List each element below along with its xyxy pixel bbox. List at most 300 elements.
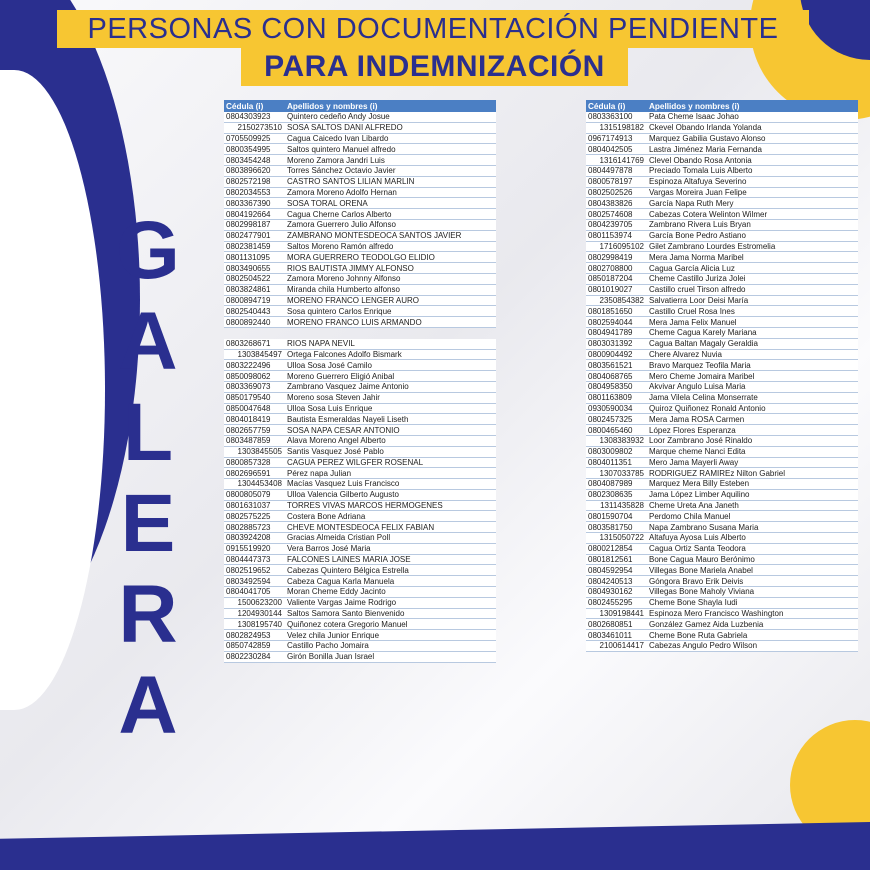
table-row bbox=[586, 112, 858, 123]
name-cell: Bone Cagua Mauro Berónimo bbox=[649, 555, 755, 565]
cedula-cell: 0800212854 bbox=[588, 544, 633, 554]
cedula-cell: 0803487859 bbox=[226, 436, 271, 446]
cedula-cell: 0804068765 bbox=[588, 371, 633, 381]
name-cell: Espinoza Mero Francisco Washington bbox=[649, 609, 784, 619]
name-cell: Cagua Cherne Carlos Alberto bbox=[287, 209, 392, 219]
name-cell: Jama López Limber Aquilino bbox=[649, 490, 750, 500]
table-row bbox=[586, 479, 858, 490]
cedula-cell: 0801631037 bbox=[226, 501, 271, 511]
name-cell: RIOS BAUTISTA JIMMY ALFONSO bbox=[287, 263, 414, 273]
cedula-cell: 0850742859 bbox=[226, 641, 271, 651]
cedula-cell: 0803009802 bbox=[588, 447, 633, 457]
name-cell: Ulloa Sosa Luis Enrique bbox=[287, 403, 373, 413]
name-cell: Bautista Esmeraldas Nayeli Liseth bbox=[287, 414, 409, 424]
cedula-cell: 0801019027 bbox=[588, 285, 633, 295]
cedula-cell: 0802308635 bbox=[588, 490, 633, 500]
cedula-cell: 1204930144 bbox=[237, 609, 282, 619]
vertical-word-galera bbox=[108, 205, 188, 751]
cedula-cell: 0803561521 bbox=[588, 360, 633, 370]
name-cell: Villegas Bone Maholy Viviana bbox=[649, 587, 755, 597]
name-cell: García Bone Pedro Astiano bbox=[649, 231, 746, 241]
cedula-cell: 0803454248 bbox=[226, 155, 271, 165]
cedula-cell: 0804192664 bbox=[226, 209, 271, 219]
table-row bbox=[586, 404, 858, 415]
cedula-cell: 0803924208 bbox=[226, 533, 271, 543]
cedula-cell: 0802034553 bbox=[226, 187, 271, 197]
name-cell: Sosa quintero Carlos Enrique bbox=[287, 306, 392, 316]
table-row bbox=[586, 544, 858, 555]
name-cell: Ortega Falcones Adolfo Bismark bbox=[287, 349, 402, 359]
cedula-cell: 0802477901 bbox=[226, 231, 271, 241]
name-cell: Mera Jama Felix Manuel bbox=[649, 317, 737, 327]
name-cell: Mero Cheme Jomaira Maribel bbox=[649, 371, 755, 381]
name-cell: Cheme Bone Ruta Gabriela bbox=[649, 630, 748, 640]
table-row bbox=[586, 414, 858, 425]
table-row bbox=[224, 360, 496, 371]
name-cell: Ulloa Sosa José Camilo bbox=[287, 360, 372, 370]
table-row bbox=[586, 350, 858, 361]
name-cell: Torres Sánchez Octavio Javier bbox=[287, 166, 396, 176]
table-body bbox=[224, 112, 496, 663]
table-row bbox=[224, 490, 496, 501]
table-row bbox=[224, 458, 496, 469]
cedula-cell: 0802381459 bbox=[226, 241, 271, 251]
name-cell: FALCONES LAINES MARIA JOSE bbox=[287, 555, 411, 565]
table-header bbox=[224, 100, 496, 112]
name-cell: López Flores Esperanza bbox=[649, 425, 736, 435]
table-row bbox=[224, 587, 496, 598]
table-row bbox=[586, 155, 858, 166]
table-row bbox=[224, 166, 496, 177]
cedula-cell: 0800904492 bbox=[588, 349, 633, 359]
name-cell: Castillo cruel Tirson alfredo bbox=[649, 285, 746, 295]
table-row bbox=[224, 155, 496, 166]
name-cell: Altafuya Ayosa Luis Alberto bbox=[649, 533, 746, 543]
vertical-letter: E bbox=[120, 478, 176, 569]
table-row bbox=[224, 112, 496, 123]
table-row bbox=[224, 371, 496, 382]
vertical-letter: A bbox=[118, 660, 178, 751]
table-row bbox=[586, 144, 858, 155]
name-cell: Bravo Marquez Teofila Maria bbox=[649, 360, 751, 370]
table-row bbox=[586, 587, 858, 598]
name-cell: Loor Zambrano José Rinaldo bbox=[649, 436, 753, 446]
table-row bbox=[586, 382, 858, 393]
name-cell: Lastra Jiménez Maria Fernanda bbox=[649, 144, 762, 154]
table-row bbox=[224, 533, 496, 544]
name-cell: Cabezas Quintero Bélgica Estrella bbox=[287, 565, 409, 575]
table-row bbox=[586, 188, 858, 199]
table-row bbox=[586, 576, 858, 587]
cedula-cell: 0800578197 bbox=[588, 177, 633, 187]
name-cell: CHEVE MONTESDEOCA FELIX FABIAN bbox=[287, 522, 435, 532]
table-row bbox=[224, 414, 496, 425]
table-row bbox=[586, 242, 858, 253]
table-row bbox=[224, 134, 496, 145]
title-line2: PARA INDEMNIZACIÓN bbox=[264, 50, 605, 83]
cedula-cell: 0802230284 bbox=[226, 652, 271, 662]
table-row bbox=[224, 468, 496, 479]
name-cell: Vargas Moreira Juan Felipe bbox=[649, 187, 747, 197]
name-cell: Clevel Obando Rosa Antonia bbox=[649, 155, 752, 165]
table-right bbox=[586, 100, 858, 652]
cedula-cell: 0802540443 bbox=[226, 306, 271, 316]
name-cell: Cheme Cagua Karely Mariana bbox=[649, 328, 757, 338]
name-cell: Moran Cheme Eddy Jacinto bbox=[287, 587, 386, 597]
table-row bbox=[224, 188, 496, 199]
cedula-cell: 0800805079 bbox=[226, 490, 271, 500]
name-cell: Espinoza Altafuya Severino bbox=[649, 177, 747, 187]
table-row bbox=[586, 220, 858, 231]
table-row bbox=[586, 274, 858, 285]
table-row bbox=[586, 371, 858, 382]
table-row bbox=[224, 350, 496, 361]
cedula-cell: 0850187204 bbox=[588, 274, 633, 284]
name-cell: Moreno Zamora Jandri Luis bbox=[287, 155, 385, 165]
table-row bbox=[586, 198, 858, 209]
cedula-cell: 0804239705 bbox=[588, 220, 633, 230]
table-row bbox=[224, 220, 496, 231]
name-cell: ZAMBRANO MONTESDEOCA SANTOS JAVIER bbox=[287, 231, 462, 241]
name-cell: Pérez napa Julian bbox=[287, 468, 352, 478]
cedula-cell: 0801163809 bbox=[588, 393, 632, 403]
table-row bbox=[586, 511, 858, 522]
cedula-cell: 0802998419 bbox=[588, 252, 633, 262]
table-row bbox=[586, 468, 858, 479]
cedula-cell: 0802502526 bbox=[588, 187, 633, 197]
table-row bbox=[586, 533, 858, 544]
table-row bbox=[586, 490, 858, 501]
name-cell: García Napa Ruth Mery bbox=[649, 198, 734, 208]
table-row bbox=[224, 231, 496, 242]
cedula-cell: 1309198441 bbox=[599, 609, 644, 619]
name-cell: Cheme Castillo Juriza Jolei bbox=[649, 274, 746, 284]
title-banner-line2 bbox=[241, 48, 628, 86]
cedula-cell: 0802824953 bbox=[226, 630, 271, 640]
name-cell: Quiroz Quiñonez Ronald Antonio bbox=[649, 403, 766, 413]
table-row bbox=[224, 274, 496, 285]
table-row bbox=[586, 598, 858, 609]
name-cell: Cheme Ureta Ana Janeth bbox=[649, 501, 739, 511]
table-row bbox=[224, 501, 496, 512]
table-row bbox=[224, 177, 496, 188]
table-row bbox=[586, 263, 858, 274]
name-cell: Preciado Tomala Luis Alberto bbox=[649, 166, 753, 176]
name-cell: Marquez Mera Billy Esteben bbox=[649, 479, 750, 489]
table-row bbox=[224, 252, 496, 263]
header-nombres: Apellidos y nombres (i) bbox=[649, 101, 740, 111]
cedula-cell: 0801131095 bbox=[226, 252, 270, 262]
header-cedula: Cédula (i) bbox=[588, 101, 626, 111]
cedula-cell: 0801153974 bbox=[588, 231, 632, 241]
name-cell: Vera Barros José Maria bbox=[287, 544, 371, 554]
table-row bbox=[586, 209, 858, 220]
cedula-cell: 0850179540 bbox=[226, 393, 271, 403]
name-cell: Ulloa Valencia Gilberto Augusto bbox=[287, 490, 399, 500]
cedula-cell: 0803581750 bbox=[588, 522, 633, 532]
table-row bbox=[586, 296, 858, 307]
table-header bbox=[586, 100, 858, 112]
name-cell: Marquez Gabilia Gustavo Alonso bbox=[649, 133, 766, 143]
table-row bbox=[586, 425, 858, 436]
name-cell: Gilet Zambrano Lourdes Estromelia bbox=[649, 241, 776, 251]
table-row bbox=[224, 393, 496, 404]
name-cell: Santis Vasquez José Pablo bbox=[287, 447, 384, 457]
table-row bbox=[224, 306, 496, 317]
table-row bbox=[224, 382, 496, 393]
cedula-cell: 0804042505 bbox=[588, 144, 633, 154]
table-row bbox=[586, 555, 858, 566]
name-cell: Alava Moreno Angel Alberto bbox=[287, 436, 386, 446]
table-row bbox=[586, 360, 858, 371]
name-cell: TORRES VIVAS MARCOS HERMOGENES bbox=[287, 501, 443, 511]
cedula-cell: 0802998187 bbox=[226, 220, 271, 230]
cedula-cell: 0800465460 bbox=[588, 425, 633, 435]
name-cell: Quintero cedeño Andy Josue bbox=[287, 112, 390, 122]
name-cell: Cagua Ortiz Santa Teodora bbox=[649, 544, 746, 554]
cedula-cell: 0804941789 bbox=[588, 328, 633, 338]
cedula-cell: 0705509925 bbox=[226, 133, 271, 143]
title-banner-line1 bbox=[57, 10, 809, 48]
table-row bbox=[224, 144, 496, 155]
table-row bbox=[224, 328, 496, 339]
name-cell: Góngora Bravo Erik Deivis bbox=[649, 576, 744, 586]
name-cell: Akvivar Angulo Luisa Maria bbox=[649, 382, 746, 392]
cedula-cell: 0804383826 bbox=[588, 198, 633, 208]
cedula-cell: 0850098062 bbox=[226, 371, 271, 381]
cedula-cell: 1315198182 bbox=[599, 123, 644, 133]
table-row bbox=[224, 404, 496, 415]
cedula-cell: 1303845505 bbox=[237, 447, 282, 457]
cedula-cell: 0804958350 bbox=[588, 382, 633, 392]
name-cell: Velez chila Junior Enrique bbox=[287, 630, 380, 640]
table-row bbox=[224, 198, 496, 209]
table-row bbox=[586, 458, 858, 469]
cedula-cell: 0800894719 bbox=[226, 295, 271, 305]
table-row bbox=[224, 436, 496, 447]
name-cell: Miranda chila Humberto alfonso bbox=[287, 285, 400, 295]
name-cell: Saltos quintero Manuel alfredo bbox=[287, 144, 396, 154]
name-cell: RIOS NAPA NEVIL bbox=[287, 339, 355, 349]
table-row bbox=[224, 339, 496, 350]
cedula-cell: 0804041705 bbox=[226, 587, 271, 597]
name-cell: CASTRO SANTOS LILIAN MARLIN bbox=[287, 177, 415, 187]
cedula-cell: 0803367390 bbox=[226, 198, 271, 208]
cedula-cell: 0803896620 bbox=[226, 166, 271, 176]
table-row bbox=[586, 393, 858, 404]
cedula-cell: 0802572198 bbox=[226, 177, 271, 187]
table-row bbox=[224, 209, 496, 220]
name-cell: Zamora Moreno Johnny Alfonso bbox=[287, 274, 401, 284]
cedula-cell: 0802519652 bbox=[226, 565, 271, 575]
name-cell: Cabezas Cotera Welinton Wilmer bbox=[649, 209, 768, 219]
table-row bbox=[586, 619, 858, 630]
name-cell: Quiñonez cotera Gregorio Manuel bbox=[287, 619, 408, 629]
table-row bbox=[586, 285, 858, 296]
name-cell: Macías Vasquez Luis Francisco bbox=[287, 479, 400, 489]
name-cell: Napa Zambrano Susana Maria bbox=[649, 522, 759, 532]
name-cell: MORA GUERRERO TEODOLGO ELIDIO bbox=[287, 252, 435, 262]
table-row bbox=[586, 522, 858, 533]
cedula-cell: 0803492594 bbox=[226, 576, 271, 586]
cedula-cell: 0804447373 bbox=[226, 555, 271, 565]
name-cell: Chere Alvarez Nuvia bbox=[649, 349, 722, 359]
table-row bbox=[224, 285, 496, 296]
cedula-cell: 0804497878 bbox=[588, 166, 633, 176]
name-cell: Moreno sosa Steven Jahir bbox=[287, 393, 380, 403]
cedula-cell: 0802696591 bbox=[226, 468, 271, 478]
table-row bbox=[586, 134, 858, 145]
table-row bbox=[224, 598, 496, 609]
table-left bbox=[224, 100, 496, 663]
vertical-letter: L bbox=[122, 387, 174, 478]
cedula-cell: 0800892440 bbox=[226, 317, 271, 327]
cedula-cell: 0802680851 bbox=[588, 619, 633, 629]
cedula-cell: 0800857328 bbox=[226, 457, 271, 467]
name-cell: Cheme Bone Shayla Iudi bbox=[649, 598, 738, 608]
table-row bbox=[224, 447, 496, 458]
cedula-cell: 0802455295 bbox=[588, 598, 633, 608]
cedula-cell: 0915519920 bbox=[226, 544, 271, 554]
cedula-cell: 0803824861 bbox=[226, 285, 271, 295]
cedula-cell: 0802708800 bbox=[588, 263, 633, 273]
name-cell: CAGUA PEREZ WILGFER ROSENAL bbox=[287, 457, 424, 467]
name-cell: Cabeza Cagua Karla Manuela bbox=[287, 576, 395, 586]
table-row bbox=[586, 501, 858, 512]
cedula-cell: 0800354995 bbox=[226, 144, 271, 154]
table-row bbox=[224, 576, 496, 587]
table-body bbox=[586, 112, 858, 652]
name-cell: Cagua Baltan Magaly Geraldia bbox=[649, 339, 758, 349]
cedula-cell: 2150273510 bbox=[237, 123, 282, 133]
name-cell: MORENO FRANCO LUIS ARMANDO bbox=[287, 317, 422, 327]
table-row bbox=[586, 630, 858, 641]
table-row bbox=[224, 555, 496, 566]
cedula-cell: 0802657759 bbox=[226, 425, 271, 435]
cedula-cell: 0802885723 bbox=[226, 522, 271, 532]
table-row bbox=[224, 619, 496, 630]
name-cell: Mera Jama ROSA Carmen bbox=[649, 414, 745, 424]
cedula-cell: 2100614417 bbox=[599, 641, 644, 651]
cedula-cell: 0930590034 bbox=[588, 403, 633, 413]
name-cell: Cagua García Alicia Luz bbox=[649, 263, 735, 273]
cedula-cell: 0804303923 bbox=[226, 112, 271, 122]
table-row bbox=[586, 231, 858, 242]
cedula-cell: 0801812561 bbox=[588, 555, 633, 565]
name-cell: Zamora Moreno Adolfo Hernan bbox=[287, 187, 397, 197]
name-cell: Zambrano Vasquez Jaime Antonio bbox=[287, 382, 409, 392]
name-cell: Cagua Caicedo Ivan Libardo bbox=[287, 133, 389, 143]
cedula-cell: 2350854382 bbox=[599, 295, 644, 305]
cedula-cell: 0802575225 bbox=[226, 511, 271, 521]
table-row bbox=[586, 166, 858, 177]
name-cell: Saltos Moreno Ramón alfredo bbox=[287, 241, 394, 251]
cedula-cell: 0804011351 bbox=[588, 457, 632, 467]
table-row bbox=[224, 296, 496, 307]
name-cell: SOSA SALTOS DANI ALFREDO bbox=[287, 123, 403, 133]
name-cell: Mera Jama Norma Maribel bbox=[649, 252, 744, 262]
cedula-cell: 1308383932 bbox=[599, 436, 644, 446]
name-cell: Ckevel Obando Irlanda Yolanda bbox=[649, 123, 762, 133]
name-cell: Perdomo Chila Manuel bbox=[649, 511, 731, 521]
cedula-cell: 0804087989 bbox=[588, 479, 633, 489]
table-row bbox=[224, 652, 496, 663]
vertical-letter: R bbox=[118, 569, 178, 660]
name-cell: RODRIGUEZ RAMIREz Nilton Gabriel bbox=[649, 468, 786, 478]
table-row bbox=[224, 544, 496, 555]
table-row bbox=[586, 328, 858, 339]
cedula-cell: 0967174913 bbox=[588, 133, 633, 143]
cedula-cell: 1307033785 bbox=[599, 468, 644, 478]
table-row bbox=[224, 317, 496, 328]
table-row bbox=[586, 609, 858, 620]
cedula-cell: 0803222496 bbox=[226, 360, 271, 370]
cedula-cell: 0804592954 bbox=[588, 565, 633, 575]
name-cell: Zamora Guerrero Julio Alfonso bbox=[287, 220, 396, 230]
table-row bbox=[224, 479, 496, 490]
header-cedula: Cédula (i) bbox=[226, 101, 264, 111]
table-row bbox=[586, 252, 858, 263]
table-row bbox=[224, 641, 496, 652]
cedula-cell: 1315050722 bbox=[599, 533, 644, 543]
table-row bbox=[586, 306, 858, 317]
table-row bbox=[224, 630, 496, 641]
cedula-cell: 0801590704 bbox=[588, 511, 633, 521]
header-nombres: Apellidos y nombres (i) bbox=[287, 101, 378, 111]
name-cell: Zambrano Rivera Luis Bryan bbox=[649, 220, 751, 230]
table-row bbox=[224, 123, 496, 134]
table-row bbox=[224, 565, 496, 576]
cedula-cell: 0802457325 bbox=[588, 414, 633, 424]
table-row bbox=[586, 565, 858, 576]
table-row bbox=[224, 522, 496, 533]
table-row bbox=[586, 339, 858, 350]
name-cell: Jama Vilela Celina Monserrate bbox=[649, 393, 758, 403]
name-cell: Castillo Cruel Rosa Ines bbox=[649, 306, 735, 316]
name-cell: Costera Bone Adriana bbox=[287, 511, 366, 521]
table-row bbox=[224, 242, 496, 253]
table-row bbox=[586, 641, 858, 652]
name-cell: Castillo Pacho Jomaira bbox=[287, 641, 369, 651]
cedula-cell: 0803461011 bbox=[588, 630, 632, 640]
table-row bbox=[224, 511, 496, 522]
cedula-cell: 1716095102 bbox=[599, 241, 644, 251]
name-cell: Saltos Samora Santo Bienvenido bbox=[287, 609, 405, 619]
table-row bbox=[586, 317, 858, 328]
name-cell: González Gamez Aida Luzbenia bbox=[649, 619, 764, 629]
name-cell: Moreno Guerrero Eligió Anibal bbox=[287, 371, 395, 381]
name-cell: Mero Jama Mayerli Away bbox=[649, 457, 739, 467]
name-cell: Villegas Bone Mariela Anabel bbox=[649, 565, 753, 575]
table-row bbox=[586, 177, 858, 188]
cedula-cell: 0802594044 bbox=[588, 317, 633, 327]
table-row bbox=[224, 425, 496, 436]
cedula-cell: 1303845497 bbox=[237, 349, 282, 359]
cedula-cell: 0802504522 bbox=[226, 274, 271, 284]
table-row bbox=[586, 123, 858, 134]
name-cell: SOSA NAPA CESAR ANTONIO bbox=[287, 425, 400, 435]
vertical-letter: A bbox=[118, 296, 178, 387]
name-cell: MORENO FRANCO LENGER AURO bbox=[287, 295, 420, 305]
cedula-cell: 0803363100 bbox=[588, 112, 633, 122]
cedula-cell: 0803369073 bbox=[226, 382, 271, 392]
cedula-cell: 1500623200 bbox=[237, 598, 282, 608]
cedula-cell: 0850047648 bbox=[226, 403, 271, 413]
name-cell: Salvatierra Loor Deisi María bbox=[649, 295, 749, 305]
cedula-cell: 0803490655 bbox=[226, 263, 271, 273]
table-row bbox=[224, 609, 496, 620]
cedula-cell: 0803031392 bbox=[588, 339, 633, 349]
